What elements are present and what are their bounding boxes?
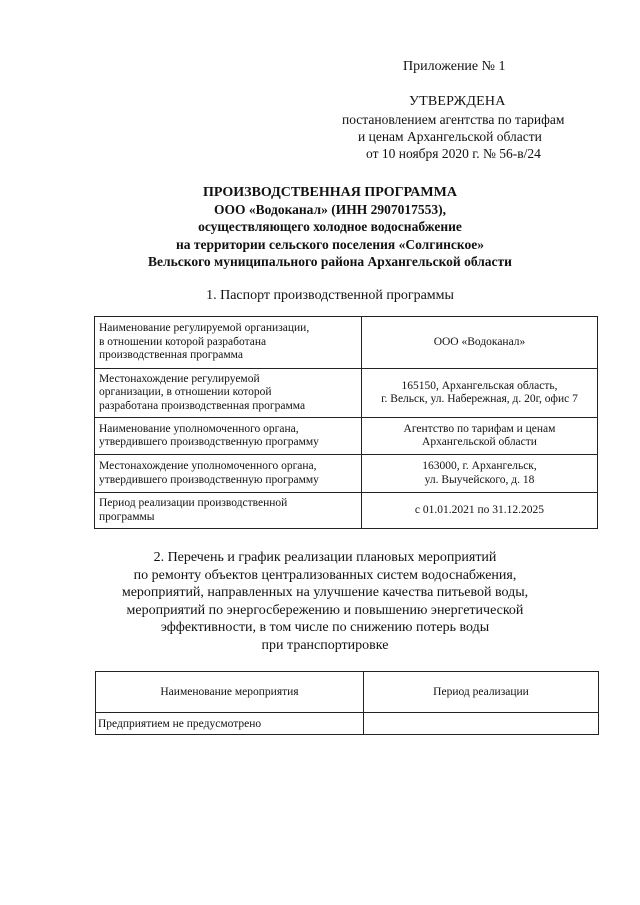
- cell-line: программы: [99, 510, 155, 523]
- passport-table: [94, 316, 598, 529]
- cell-line: Наименование уполномоченного органа,: [99, 422, 299, 435]
- passport-value: [362, 317, 598, 369]
- passport-label: [95, 317, 362, 369]
- approved-line-2: и ценам Архангельской области: [358, 129, 542, 144]
- cell-line: Наименование регулируемой организации,: [99, 322, 310, 335]
- passport-value: [362, 455, 598, 493]
- cell-line: производственная программа: [99, 349, 243, 362]
- cell-line: Архангельской области: [422, 436, 537, 448]
- passport-label: [95, 369, 362, 418]
- heading-line: по ремонту объектов централизованных систем водоснабжения,: [133, 567, 517, 583]
- heading-line: эффективности, в том числе по снижению потерь воды: [160, 620, 490, 635]
- table-row: [96, 713, 599, 735]
- passport-label: [95, 493, 362, 529]
- cell-line: г. Вельск, ул. Набережная, д. 20г, офис 7: [381, 393, 578, 405]
- title-line-2: ООО «Водоканал» (ИНН 2907017553),: [214, 202, 446, 218]
- title-line-3: осуществляющего холодное водоснабжение: [198, 219, 462, 235]
- cell-line: с 01.01.2021 по 31.12.2025: [414, 503, 545, 516]
- section-1-heading: 1. Паспорт производственной программы: [206, 288, 454, 303]
- title-line-1: ПРОИЗВОДСТВЕННАЯ ПРОГРАММА: [203, 185, 457, 200]
- table-row: [95, 317, 598, 369]
- cell-line: 165150, Архангельская область,: [401, 379, 558, 392]
- cell-line: утвердившего производственную программу: [99, 436, 319, 448]
- table-row: [95, 493, 598, 529]
- passport-label: [95, 455, 362, 493]
- section-2-heading: [90, 549, 560, 654]
- cell-line: в отношении которой разработана: [99, 335, 267, 348]
- cell-line: ул. Выучейского, д. 18: [424, 473, 535, 486]
- cell-line: Местонахождение уполномоченного органа,: [99, 460, 317, 472]
- table-row: [95, 418, 598, 455]
- column-header-period: Период реализации: [364, 672, 599, 713]
- table-header-row: [96, 672, 599, 713]
- event-period-cell: [364, 713, 599, 735]
- title-line-4: на территории сельского поселения «Солгинское»: [176, 236, 484, 252]
- approved-line-3: от 10 ноября 2020 г. № 56-в/24: [366, 146, 541, 161]
- approved-line-1: постановлением агентства по тарифам: [342, 112, 565, 127]
- cell-line: Период реализации производственной: [99, 497, 288, 509]
- table-row: [95, 455, 598, 493]
- cell-line: ООО «Водоканал»: [433, 335, 526, 348]
- passport-value: [362, 493, 598, 529]
- document-title: [100, 184, 560, 270]
- heading-line: мероприятий по энергосбережению и повышению энергетической: [126, 602, 524, 618]
- event-name-cell: Предприятием не предусмотрено: [96, 713, 364, 735]
- cell-line: 163000, г. Архангельск,: [422, 460, 537, 472]
- table-row: [95, 369, 598, 418]
- cell-line: Агентство по тарифам и ценам: [403, 422, 556, 435]
- approved-stamp: УТВЕРЖДЕНА: [409, 94, 506, 109]
- heading-line: 2. Перечень и график реализации плановых мероприятий: [153, 550, 497, 565]
- passport-value: [362, 369, 598, 418]
- heading-line: мероприятий, направленных на улучшение качества питьевой воды,: [121, 585, 529, 600]
- cell-line: разработана производственная программа: [99, 399, 306, 412]
- title-line-5: Вельского муниципального района Архангельской области: [148, 253, 512, 269]
- events-table: [95, 671, 599, 735]
- cell-line: утвердившего производственную программу: [99, 473, 319, 486]
- heading-line: при транспортировке: [261, 637, 389, 653]
- column-header-event-name: Наименование мероприятия: [96, 672, 364, 713]
- appendix-number: Приложение № 1: [403, 59, 506, 74]
- passport-value: [362, 418, 598, 455]
- passport-label: [95, 418, 362, 455]
- cell-line: Местонахождение регулируемой: [99, 372, 260, 385]
- cell-line: организации, в отношении которой: [99, 386, 272, 399]
